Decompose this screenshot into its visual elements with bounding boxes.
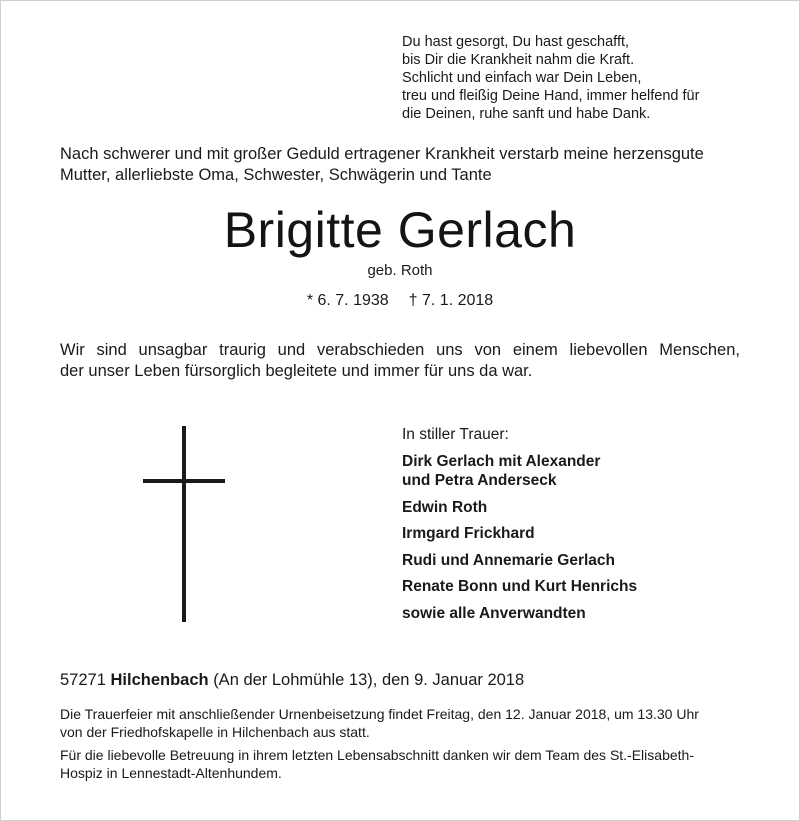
poem-line: bis Dir die Krankheit nahm die Kraft. <box>402 52 635 68</box>
message-line: der unser Leben fürsorglich begleitete und immer für uns da war. <box>60 362 533 380</box>
mourner-line: und Petra Anderseck <box>402 472 557 489</box>
city: Hilchenbach <box>110 671 209 689</box>
message-line: Wir sind unsagbar traurig und verabschieden uns von einem liebevollen Menschen, <box>60 341 740 359</box>
postal-code: 57271 <box>60 671 106 689</box>
poem <box>402 33 742 123</box>
poem-line: Schlicht und einfach war Dein Leben, <box>402 70 642 86</box>
funeral-note <box>60 706 750 741</box>
mourner-entry: Rudi und Annemarie Gerlach <box>402 551 616 569</box>
death-date: † 7. 1. 2018 <box>408 292 494 309</box>
cross-icon <box>182 426 186 622</box>
birth-name: geb. Roth <box>367 262 433 279</box>
cross-icon-bar <box>143 479 225 483</box>
mourner-line: Dirk Gerlach mit Alexander <box>402 453 601 470</box>
poem-line: die Deinen, ruhe sanft und habe Dank. <box>402 106 651 122</box>
poem-line: treu und fleißig Deine Hand, immer helfend für <box>402 88 700 104</box>
poem-line: Du hast gesorgt, Du hast geschafft, <box>402 34 630 50</box>
intro-line: Nach schwerer und mit großer Geduld ertragener Krankheit verstarb meine herzensgute <box>60 145 704 163</box>
farewell-message <box>60 340 740 382</box>
intro-text <box>60 144 750 186</box>
mourner-entry: Edwin Roth <box>402 498 488 516</box>
notes <box>60 706 750 788</box>
place-date <box>60 670 524 691</box>
address-date: (An der Lohmühle 13), den 9. Januar 2018 <box>213 671 525 689</box>
intro-line: Mutter, allerliebste Oma, Schwester, Schwägerin und Tante <box>60 166 492 184</box>
birth-date: * 6. 7. 1938 <box>306 292 389 309</box>
life-dates <box>0 291 800 311</box>
mourner-entry: Renate Bonn und Kurt Henrichs <box>402 578 638 595</box>
note-line: Hospiz in Lennestadt-Altenhundem. <box>60 764 282 781</box>
note-line: Für die liebevolle Betreuung in ihrem letzten Lebensabschnitt danken wir dem Team des St.-Elisabeth- <box>60 747 694 763</box>
mourner-entry: Irmgard Frickhard <box>402 525 535 542</box>
mourners-list <box>402 452 637 630</box>
deceased-name: Brigitte Gerlach <box>223 202 577 258</box>
mourning-intro: In stiller Trauer: <box>402 426 509 443</box>
note-line: von der Friedhofskapelle in Hilchenbach aus statt. <box>60 723 370 740</box>
mourner-entry: sowie alle Anverwandten <box>402 604 586 622</box>
note-line: Die Trauerfeier mit anschließender Urnenbeisetzung findet Freitag, den 12. Januar 2018, um 13.30 Uhr <box>60 706 699 722</box>
mourner-entry <box>402 452 637 490</box>
thanks-note <box>60 747 750 782</box>
